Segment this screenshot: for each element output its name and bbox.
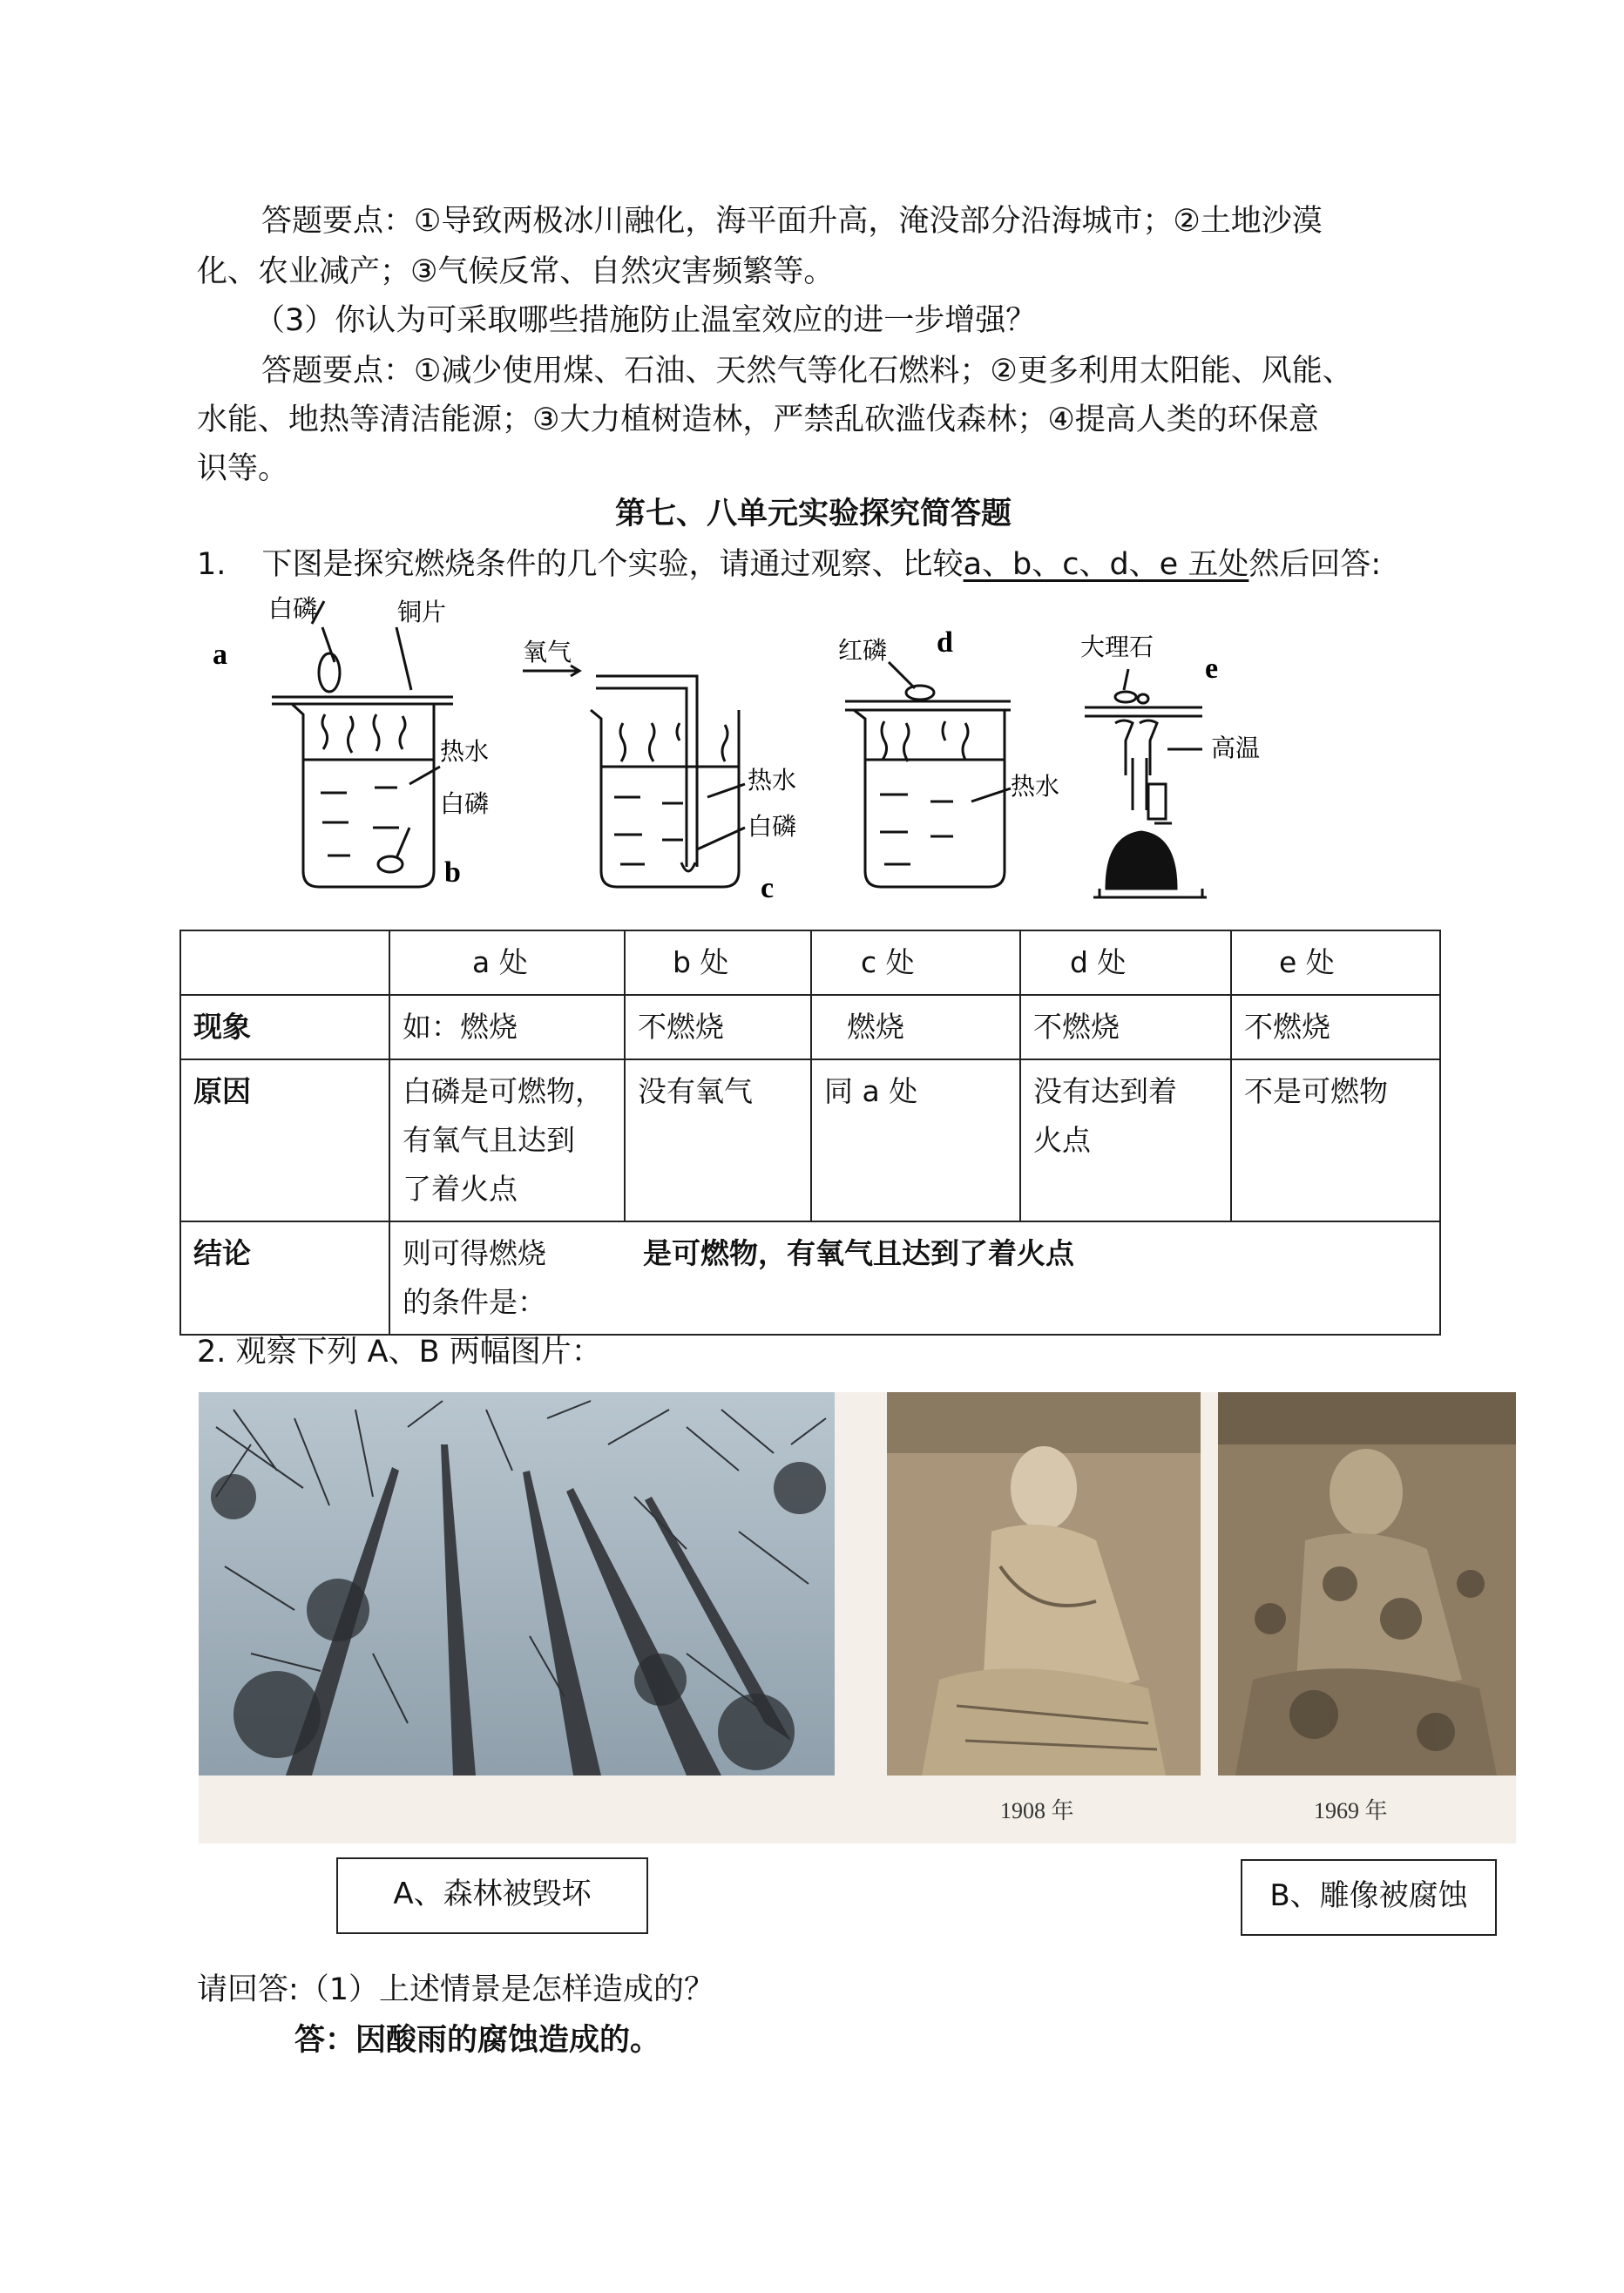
photo-strip — [199, 1392, 1516, 1843]
answer-points-1-line-2: 化、农业减产；③气候反常、自然灾害频繁等。 — [197, 254, 835, 289]
question-2: 2. 观察下列 A、B 两幅图片： — [197, 1335, 602, 1370]
diagram-label-d: d — [937, 626, 953, 659]
label-hot-water-3: 热水 — [1011, 772, 1060, 801]
reason-b: 没有氧气 — [625, 1059, 811, 1221]
table-row-reason — [180, 1059, 1440, 1221]
label-hot-water-2: 热水 — [748, 766, 797, 795]
label-marble: 大理石 — [1080, 632, 1154, 661]
question-1-text-end: 然后回答: — [1248, 547, 1382, 582]
label-white-phosphorus-top: 白磷 — [268, 594, 318, 623]
label-red-phosphorus: 红磷 — [838, 636, 888, 665]
table-header-blank — [180, 930, 389, 995]
conclusion-answer: 是可燃物，有氧气且达到了着火点 — [643, 1236, 1074, 1270]
section-title: 第七、八单元实验探究简答题 — [615, 497, 1012, 531]
question-1-underlined: a、b、c、d、e 五处 — [963, 547, 1249, 582]
diagram-label-a: a — [213, 639, 227, 671]
phenomenon-e: 不燃烧 — [1231, 995, 1440, 1059]
row-label-conclusion: 结论 — [180, 1221, 389, 1335]
table-header-e: e 处 — [1231, 930, 1440, 995]
table-header-d: d 处 — [1020, 930, 1231, 995]
table-header-a: a 处 — [389, 930, 625, 995]
diagram-label-b: b — [444, 856, 461, 889]
results-table — [179, 930, 1441, 1336]
answer-points-3-line-1: 答题要点：①减少使用煤、石油、天然气等化石燃料；②更多利用太阳能、风能、 — [261, 354, 1353, 389]
phenomenon-b: 不燃烧 — [625, 995, 811, 1059]
photo-year-1969: 1969 年 — [1314, 1798, 1388, 1823]
phenomenon-a: 如：燃烧 — [389, 995, 625, 1059]
reason-a-line-2: 有氧气且达到 — [403, 1123, 575, 1157]
reason-d — [1020, 1059, 1231, 1221]
label-high-temperature: 高温 — [1211, 734, 1261, 762]
conclusion-prefix-line-1: 则可得燃烧 — [403, 1236, 546, 1270]
caption-a: A、森林被毁坏 — [336, 1857, 648, 1934]
label-hot-water-1: 热水 — [440, 737, 490, 766]
reason-d-line-1: 没有达到着 — [1033, 1074, 1177, 1108]
diagram-label-e: e — [1205, 653, 1219, 685]
label-white-phosphorus-1: 白磷 — [440, 789, 490, 818]
phenomenon-c: 燃烧 — [811, 995, 1020, 1059]
reason-d-line-2: 火点 — [1033, 1123, 1091, 1157]
photo-year-1908: 1908 年 — [1000, 1798, 1074, 1823]
question-3: （3）你认为可采取哪些措施防止温室效应的进一步增强？ — [254, 303, 1037, 338]
reason-c: 同 a 处 — [811, 1059, 1020, 1221]
answer-question: 请回答:（1）上述情景是怎样造成的？ — [197, 1972, 715, 2007]
reason-a-line-1: 白磷是可燃物， — [403, 1074, 604, 1108]
table-header-c: c 处 — [811, 930, 1020, 995]
table-row-conclusion — [180, 1221, 1440, 1335]
label-oxygen: 氧气 — [523, 638, 572, 666]
answer-text: 答：因酸雨的腐蚀造成的。 — [294, 2023, 661, 2058]
answer-points-3-line-3: 识等。 — [197, 451, 289, 486]
label-white-phosphorus-2: 白磷 — [748, 812, 797, 841]
table-header-row — [180, 930, 1440, 995]
row-label-phenomenon: 现象 — [180, 995, 389, 1059]
answer-points-3-line-2: 水能、地热等清洁能源；③大力植树造林，严禁乱砍滥伐森林；④提高人类的环保意 — [197, 402, 1319, 437]
statue-photo-1908 — [887, 1392, 1201, 1776]
diagram-label-c: c — [761, 872, 775, 904]
answer-points-1-line-1: 答题要点：①导致两极冰川融化，海平面升高，淹没部分沿海城市；②土地沙漠 — [261, 204, 1323, 239]
table-header-b: b 处 — [625, 930, 811, 995]
row-label-reason: 原因 — [180, 1059, 389, 1221]
reason-a-line-3: 了着火点 — [403, 1172, 518, 1206]
phenomenon-d: 不燃烧 — [1020, 995, 1231, 1059]
conclusion-prefix-line-2: 的条件是： — [403, 1285, 546, 1319]
caption-b: B、雕像被腐蚀 — [1241, 1859, 1497, 1936]
combustion-experiment-diagram — [0, 575, 1624, 941]
conclusion-cell — [389, 1221, 1440, 1335]
question-1-number: 1. — [197, 547, 227, 582]
forest-photo — [199, 1392, 835, 1776]
reason-e: 不是可燃物 — [1231, 1059, 1440, 1221]
table-row-phenomenon — [180, 995, 1440, 1059]
statue-photo-1969 — [1218, 1392, 1516, 1776]
question-1-text: 下图是探究燃烧条件的几个实验，请通过观察、比较 — [261, 547, 964, 582]
label-copper-sheet: 铜片 — [397, 598, 447, 626]
reason-a — [389, 1059, 625, 1221]
